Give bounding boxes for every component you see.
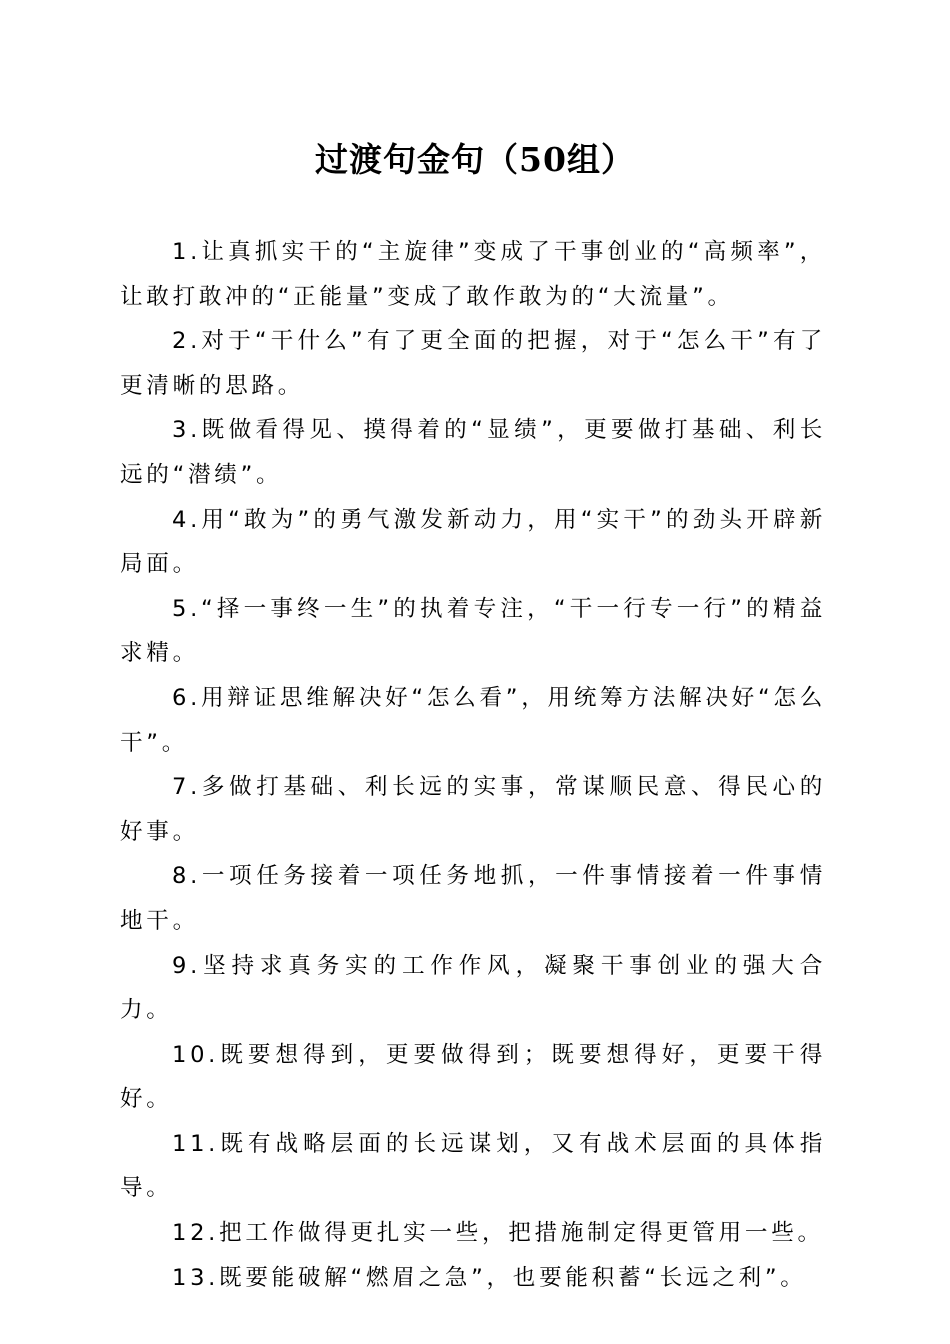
list-item: 13.既要能破解“燃眉之急”，也要能积蓄“长远之利”。 bbox=[172, 1264, 807, 1291]
document-title: 过渡句金句（50组） bbox=[315, 140, 635, 179]
list-item: 5.“择一事终一生”的执着专注，“干一行专一行”的精益求精。 bbox=[120, 595, 826, 667]
list-item: 2.对于“干什么”有了更全面的把握，对于“怎么干”有了更清晰的思路。 bbox=[120, 328, 826, 399]
list-item: 7.多做打基础、利长远的实事，常谋顺民意、得民心的好事。 bbox=[120, 774, 826, 845]
list-item: 4.用“敢为”的勇气激发新动力，用“实干”的劲头开辟新局面。 bbox=[120, 506, 826, 578]
list-item: 9.坚持求真务实的工作作风，凝聚干事创业的强大合力。 bbox=[120, 952, 826, 1024]
list-item: 6.用辩证思维解决好“怎么看”，用统筹方法解决好“怎么干”。 bbox=[120, 684, 826, 756]
list-item: 8.一项任务接着一项任务地抓，一件事情接着一件事情地干。 bbox=[120, 863, 826, 934]
list-item: 3.既做看得见、摸得着的“显绩”，更要做打基础、利长远的“潜绩”。 bbox=[120, 417, 826, 488]
document-body bbox=[120, 230, 826, 1300]
list-item: 12.把工作做得更扎实一些，把措施制定得更管用一些。 bbox=[172, 1220, 824, 1247]
list-item: 11.既有战略层面的长远谋划，又有战术层面的具体指导。 bbox=[120, 1130, 826, 1202]
list-item: 1.让真抓实干的“主旋律”变成了干事创业的“高频率”，让敢打敢冲的“正能量”变成了敢作敢为的“大流量”。 bbox=[120, 239, 826, 310]
list-item: 10.既要想得到，更要做得到；既要想得好，更要干得好。 bbox=[120, 1041, 826, 1113]
